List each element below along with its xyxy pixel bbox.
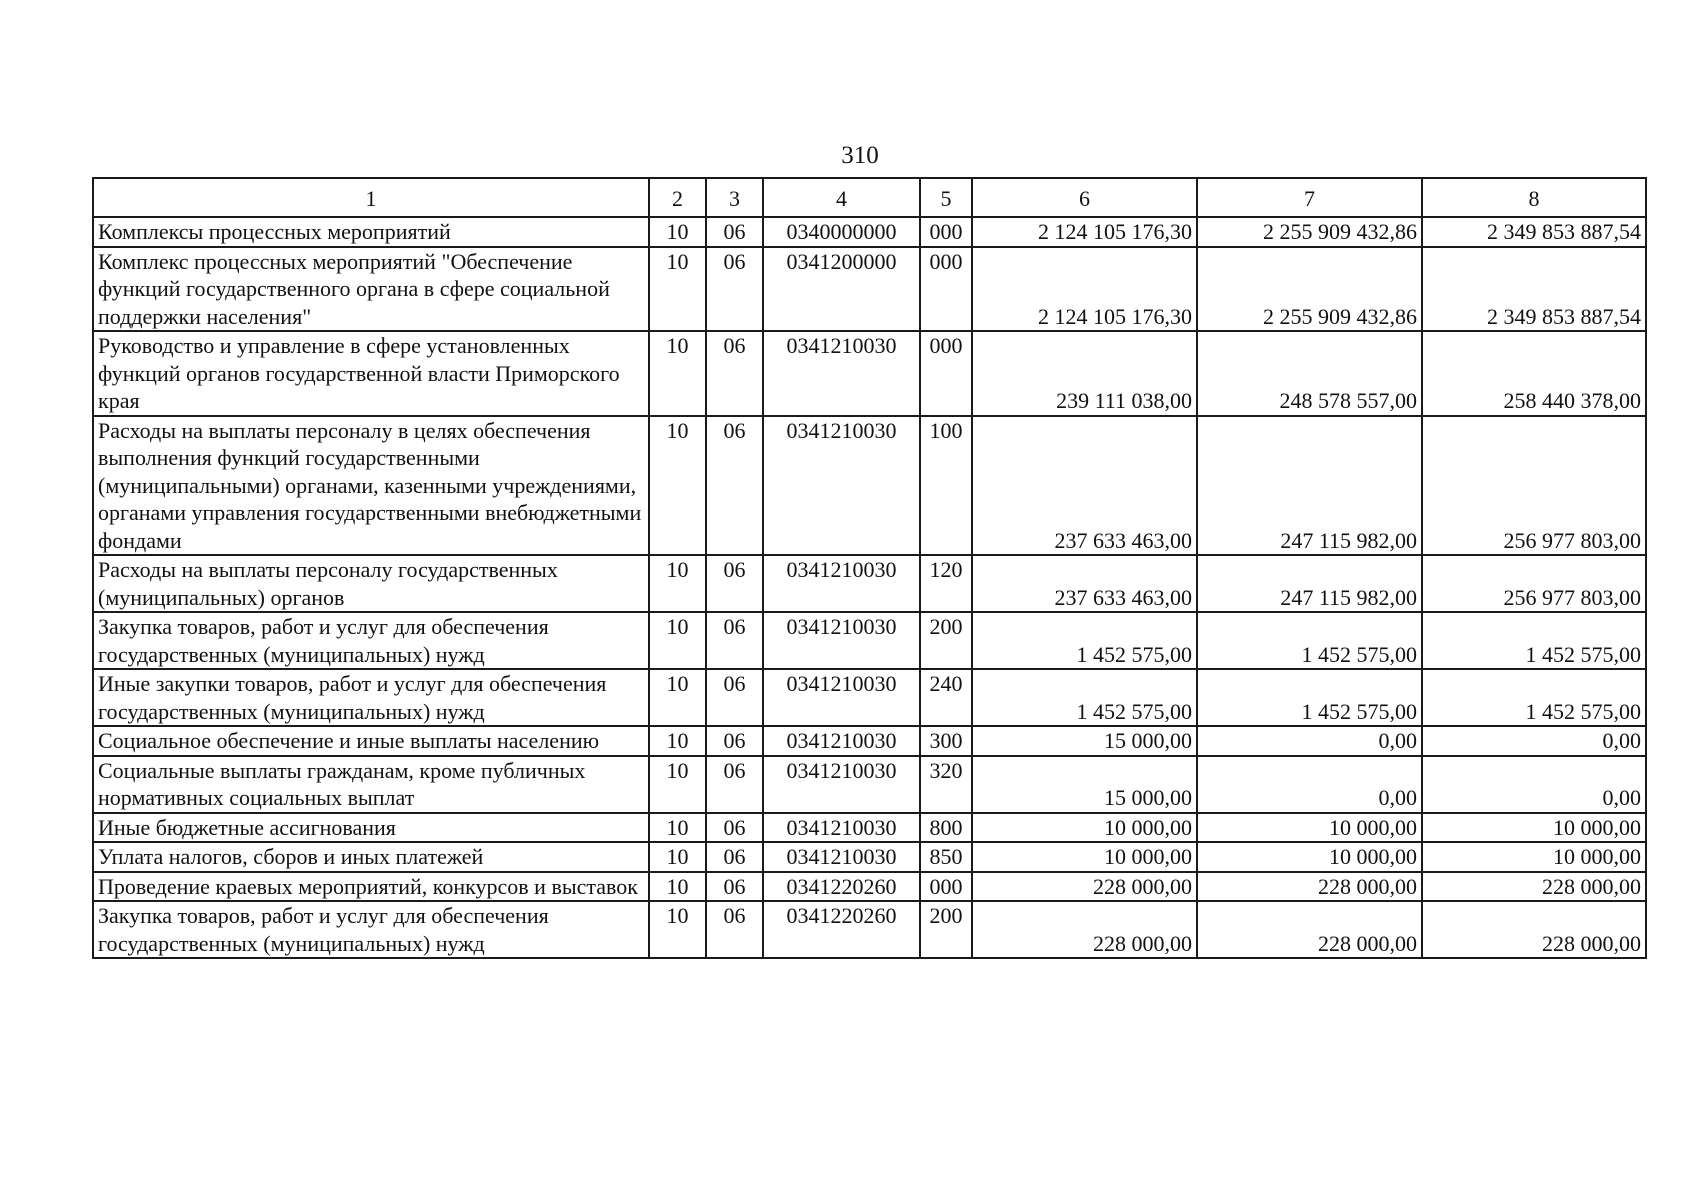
- amount-col6-cell: 237 633 463,00: [972, 555, 1197, 612]
- target-article-cell: 0341220260: [763, 872, 920, 902]
- subsection-code-cell: 06: [706, 872, 763, 902]
- expense-type-cell: 320: [920, 756, 972, 813]
- expense-type-cell: 800: [920, 813, 972, 843]
- target-article-cell: 0341210030: [763, 842, 920, 872]
- amount-col8-cell: 1 452 575,00: [1422, 612, 1646, 669]
- table-row: [93, 756, 1646, 813]
- subsection-code-cell: 06: [706, 842, 763, 872]
- amount-col8-cell: 228 000,00: [1422, 872, 1646, 902]
- subsection-code-cell: 06: [706, 612, 763, 669]
- table-row: [93, 331, 1646, 416]
- item-name-cell: Уплата налогов, сборов и иных платежей: [93, 842, 649, 872]
- table-row: [93, 813, 1646, 843]
- expense-type-cell: 100: [920, 416, 972, 556]
- section-code-cell: 10: [649, 612, 706, 669]
- table-row: [93, 217, 1646, 247]
- expense-type-cell: 300: [920, 726, 972, 756]
- subsection-code-cell: 06: [706, 555, 763, 612]
- amount-col7-cell: 2 255 909 432,86: [1197, 247, 1422, 332]
- expense-type-cell: 000: [920, 247, 972, 332]
- amount-col6-cell: 1 452 575,00: [972, 612, 1197, 669]
- expense-type-cell: 000: [920, 331, 972, 416]
- subsection-code-cell: 06: [706, 901, 763, 958]
- section-code-cell: 10: [649, 217, 706, 247]
- subsection-code-cell: 06: [706, 217, 763, 247]
- section-code-cell: 10: [649, 669, 706, 726]
- amount-col7-cell: 1 452 575,00: [1197, 612, 1422, 669]
- amount-col8-cell: 256 977 803,00: [1422, 416, 1646, 556]
- subsection-code-cell: 06: [706, 416, 763, 556]
- item-name-cell: Закупка товаров, работ и услуг для обеспечения государственных (муниципальных) нужд: [93, 612, 649, 669]
- subsection-code-cell: 06: [706, 726, 763, 756]
- section-code-cell: 10: [649, 247, 706, 332]
- target-article-cell: 0340000000: [763, 217, 920, 247]
- target-article-cell: 0341210030: [763, 669, 920, 726]
- amount-col8-cell: 2 349 853 887,54: [1422, 247, 1646, 332]
- table-row: [93, 555, 1646, 612]
- amount-col6-cell: 10 000,00: [972, 842, 1197, 872]
- column-header: 6: [972, 178, 1197, 217]
- amount-col7-cell: 1 452 575,00: [1197, 669, 1422, 726]
- subsection-code-cell: 06: [706, 756, 763, 813]
- target-article-cell: 0341210030: [763, 756, 920, 813]
- item-name-cell: Закупка товаров, работ и услуг для обеспечения государственных (муниципальных) нужд: [93, 901, 649, 958]
- item-name-cell: Социальные выплаты гражданам, кроме публичных нормативных социальных выплат: [93, 756, 649, 813]
- section-code-cell: 10: [649, 726, 706, 756]
- item-name-cell: Комплекс процессных мероприятий "Обеспечение функций государственного органа в сфере социальной поддержки населения": [93, 247, 649, 332]
- amount-col8-cell: 256 977 803,00: [1422, 555, 1646, 612]
- amount-col7-cell: 228 000,00: [1197, 872, 1422, 902]
- amount-col6-cell: 228 000,00: [972, 872, 1197, 902]
- table-row: [93, 669, 1646, 726]
- target-article-cell: 0341200000: [763, 247, 920, 332]
- amount-col6-cell: 239 111 038,00: [972, 331, 1197, 416]
- amount-col8-cell: 0,00: [1422, 756, 1646, 813]
- amount-col7-cell: 228 000,00: [1197, 901, 1422, 958]
- target-article-cell: 0341220260: [763, 901, 920, 958]
- column-number-row: [93, 178, 1646, 217]
- item-name-cell: Социальное обеспечение и иные выплаты населению: [93, 726, 649, 756]
- amount-col6-cell: 228 000,00: [972, 901, 1197, 958]
- amount-col6-cell: 237 633 463,00: [972, 416, 1197, 556]
- subsection-code-cell: 06: [706, 247, 763, 332]
- subsection-code-cell: 06: [706, 813, 763, 843]
- section-code-cell: 10: [649, 842, 706, 872]
- amount-col6-cell: 1 452 575,00: [972, 669, 1197, 726]
- amount-col6-cell: 2 124 105 176,30: [972, 247, 1197, 332]
- amount-col8-cell: 258 440 378,00: [1422, 331, 1646, 416]
- amount-col6-cell: 15 000,00: [972, 726, 1197, 756]
- amount-col7-cell: 10 000,00: [1197, 842, 1422, 872]
- section-code-cell: 10: [649, 555, 706, 612]
- column-header: 7: [1197, 178, 1422, 217]
- target-article-cell: 0341210030: [763, 416, 920, 556]
- expense-type-cell: 240: [920, 669, 972, 726]
- target-article-cell: 0341210030: [763, 331, 920, 416]
- table-row: [93, 416, 1646, 556]
- target-article-cell: 0341210030: [763, 813, 920, 843]
- amount-col8-cell: 1 452 575,00: [1422, 669, 1646, 726]
- item-name-cell: Расходы на выплаты персоналу государственных (муниципальных) органов: [93, 555, 649, 612]
- item-name-cell: Расходы на выплаты персоналу в целях обеспечения выполнения функций государственными (муниципальными) органами, казенными учреждениями, органами управления государственными внебюджетными фондами: [93, 416, 649, 556]
- budget-table: [92, 177, 1647, 959]
- subsection-code-cell: 06: [706, 669, 763, 726]
- amount-col7-cell: 0,00: [1197, 726, 1422, 756]
- amount-col6-cell: 2 124 105 176,30: [972, 217, 1197, 247]
- table-row: [93, 612, 1646, 669]
- expense-type-cell: 000: [920, 217, 972, 247]
- amount-col6-cell: 15 000,00: [972, 756, 1197, 813]
- expense-type-cell: 850: [920, 842, 972, 872]
- column-header: 3: [706, 178, 763, 217]
- amount-col7-cell: 0,00: [1197, 756, 1422, 813]
- item-name-cell: Иные бюджетные ассигнования: [93, 813, 649, 843]
- amount-col7-cell: 10 000,00: [1197, 813, 1422, 843]
- section-code-cell: 10: [649, 813, 706, 843]
- column-header: 8: [1422, 178, 1646, 217]
- page-number: 310: [841, 142, 879, 169]
- amount-col8-cell: 228 000,00: [1422, 901, 1646, 958]
- amount-col7-cell: 2 255 909 432,86: [1197, 217, 1422, 247]
- amount-col7-cell: 247 115 982,00: [1197, 555, 1422, 612]
- item-name-cell: Проведение краевых мероприятий, конкурсов и выставок: [93, 872, 649, 902]
- amount-col8-cell: 10 000,00: [1422, 813, 1646, 843]
- item-name-cell: Иные закупки товаров, работ и услуг для обеспечения государственных (муниципальных) нужд: [93, 669, 649, 726]
- amount-col8-cell: 0,00: [1422, 726, 1646, 756]
- target-article-cell: 0341210030: [763, 726, 920, 756]
- amount-col7-cell: 247 115 982,00: [1197, 416, 1422, 556]
- table-row: [93, 726, 1646, 756]
- expense-type-cell: 200: [920, 901, 972, 958]
- table-row: [93, 872, 1646, 902]
- expense-type-cell: 200: [920, 612, 972, 669]
- section-code-cell: 10: [649, 416, 706, 556]
- amount-col8-cell: 2 349 853 887,54: [1422, 217, 1646, 247]
- amount-col7-cell: 248 578 557,00: [1197, 331, 1422, 416]
- amount-col8-cell: 10 000,00: [1422, 842, 1646, 872]
- table-row: [93, 901, 1646, 958]
- item-name-cell: Комплексы процессных мероприятий: [93, 217, 649, 247]
- expense-type-cell: 000: [920, 872, 972, 902]
- column-header: 2: [649, 178, 706, 217]
- table-row: [93, 842, 1646, 872]
- column-header: 5: [920, 178, 972, 217]
- section-code-cell: 10: [649, 872, 706, 902]
- table-row: [93, 247, 1646, 332]
- amount-col6-cell: 10 000,00: [972, 813, 1197, 843]
- section-code-cell: 10: [649, 331, 706, 416]
- item-name-cell: Руководство и управление в сфере установленных функций органов государственной власти Приморского края: [93, 331, 649, 416]
- target-article-cell: 0341210030: [763, 555, 920, 612]
- section-code-cell: 10: [649, 901, 706, 958]
- subsection-code-cell: 06: [706, 331, 763, 416]
- column-header: 1: [93, 178, 649, 217]
- target-article-cell: 0341210030: [763, 612, 920, 669]
- section-code-cell: 10: [649, 756, 706, 813]
- expense-type-cell: 120: [920, 555, 972, 612]
- column-header: 4: [763, 178, 920, 217]
